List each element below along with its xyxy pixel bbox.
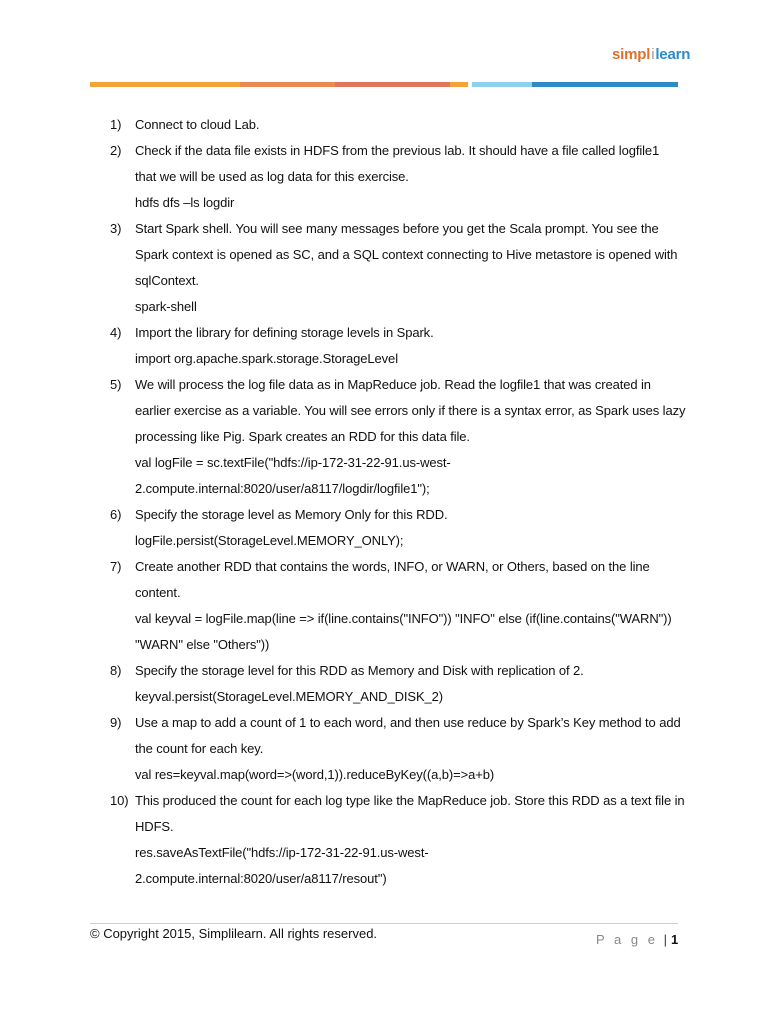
list-item-line: res.saveAsTextFile("hdfs://ip-172-31-22-91.us-west- [135,845,429,860]
list-item-line: Start Spark shell. You will see many messages before you get the Scala prompt. You see the [135,221,659,236]
logo-text-bar: i [651,46,655,63]
list-item [110,554,685,658]
list-item-body [135,502,685,554]
list-item-number: 9) [110,715,122,730]
list-item-line: Import the library for defining storage levels in Spark. [135,325,434,340]
list-item-body [135,554,685,658]
copyright-text: © Copyright 2015, Simplilearn. All rights reserved. [90,926,378,941]
list-item-line: keyval.persist(StorageLevel.MEMORY_AND_DISK_2) [135,689,444,704]
list-item-line: Specify the storage level for this RDD as Memory and Disk with replication of 2. [135,663,584,678]
list-item-line: the count for each key. [135,741,264,756]
stripe-segment [450,82,468,87]
list-item-line: val res=keyval.map(word=>(word,1)).reduceByKey((a,b)=>a+b) [135,767,495,782]
list-item-number: 3) [110,221,122,236]
list-item-body [135,372,685,502]
list-item-line: content. [135,585,181,600]
list-item-line: HDFS. [135,819,174,834]
list-item-number: 4) [110,325,122,340]
list-item [110,216,685,320]
list-item [110,138,685,216]
list-item-line: spark-shell [135,299,197,314]
list-item-line: earlier exercise as a variable. You will see errors only if there is a syntax error, as Spark uses lazy [135,403,686,418]
list-item [110,112,685,138]
stripe-segment [532,82,678,87]
stripe-segment [335,82,450,87]
list-item-body [135,788,685,892]
list-item [110,658,685,710]
list-item-line: "WARN" else "Others")) [135,637,270,652]
logo-text-learn: learn [655,46,691,63]
list-item-line: sqlContext. [135,273,199,288]
list-item-number: 8) [110,663,122,678]
list-item-line: logFile.persist(StorageLevel.MEMORY_ONLY); [135,533,404,548]
list-item [110,320,685,372]
page-separator: | [663,932,667,947]
list-item-line: 2.compute.internal:8020/user/a8117/logdir/logfile1"); [135,481,430,496]
list-item-number: 7) [110,559,122,574]
list-item-line: Check if the data file exists in HDFS from the previous lab. It should have a file called logfile1 [135,143,660,158]
list-item-number: 2) [110,143,122,158]
list-item-line: Spark context is opened as SC, and a SQL context connecting to Hive metastore is opened with [135,247,678,262]
list-item-line: 2.compute.internal:8020/user/a8117/resout") [135,871,387,886]
list-item-body [135,320,685,372]
list-item-body [135,216,685,320]
stripe-segment [90,82,240,87]
list-item [110,372,685,502]
list-item-line: import org.apache.spark.storage.StorageLevel [135,351,398,366]
simplilearn-logo [612,46,690,63]
list-item-number: 6) [110,507,122,522]
list-item-number: 1) [110,117,122,132]
page-number-value: 1 [670,932,679,947]
lab-steps-list [110,112,685,892]
list-item-line: We will process the log file data as in MapReduce job. Read the logfile1 that was created in [135,377,651,392]
footer-divider [90,923,678,924]
list-item-line: Specify the storage level as Memory Only for this RDD. [135,507,448,522]
list-item-number: 5) [110,377,122,392]
list-item-line: Create another RDD that contains the words, INFO, or WARN, or Others, based on the line [135,559,650,574]
list-item-line: that we will be used as log data for this exercise. [135,169,409,184]
list-item [110,502,685,554]
list-item-body [135,112,685,138]
stripe-segment [472,82,532,87]
list-item-line: val logFile = sc.textFile("hdfs://ip-172-31-22-91.us-west- [135,455,451,470]
list-item-body [135,658,685,710]
page-number [596,932,678,947]
stripe-segment [240,82,335,87]
list-item-line: hdfs dfs –ls logdir [135,195,235,210]
logo-text-simpl: simpl [612,46,651,63]
list-item-line: val keyval = logFile.map(line => if(line.contains("INFO")) "INFO" else (if(line.contains("WARN")) [135,611,672,626]
list-item-number: 10) [110,793,129,808]
page-label: P a g e [596,932,658,947]
list-item [110,710,685,788]
list-item-body [135,710,685,788]
list-item-line: Connect to cloud Lab. [135,117,260,132]
list-item-line: This produced the count for each log type like the MapReduce job. Store this RDD as a text file in [135,793,685,808]
list-item-body [135,138,685,216]
list-item [110,788,685,892]
list-item-line: Use a map to add a count of 1 to each word, and then use reduce by Spark’s Key method to add [135,715,681,730]
list-item-line: processing like Pig. Spark creates an RDD for this data file. [135,429,470,444]
